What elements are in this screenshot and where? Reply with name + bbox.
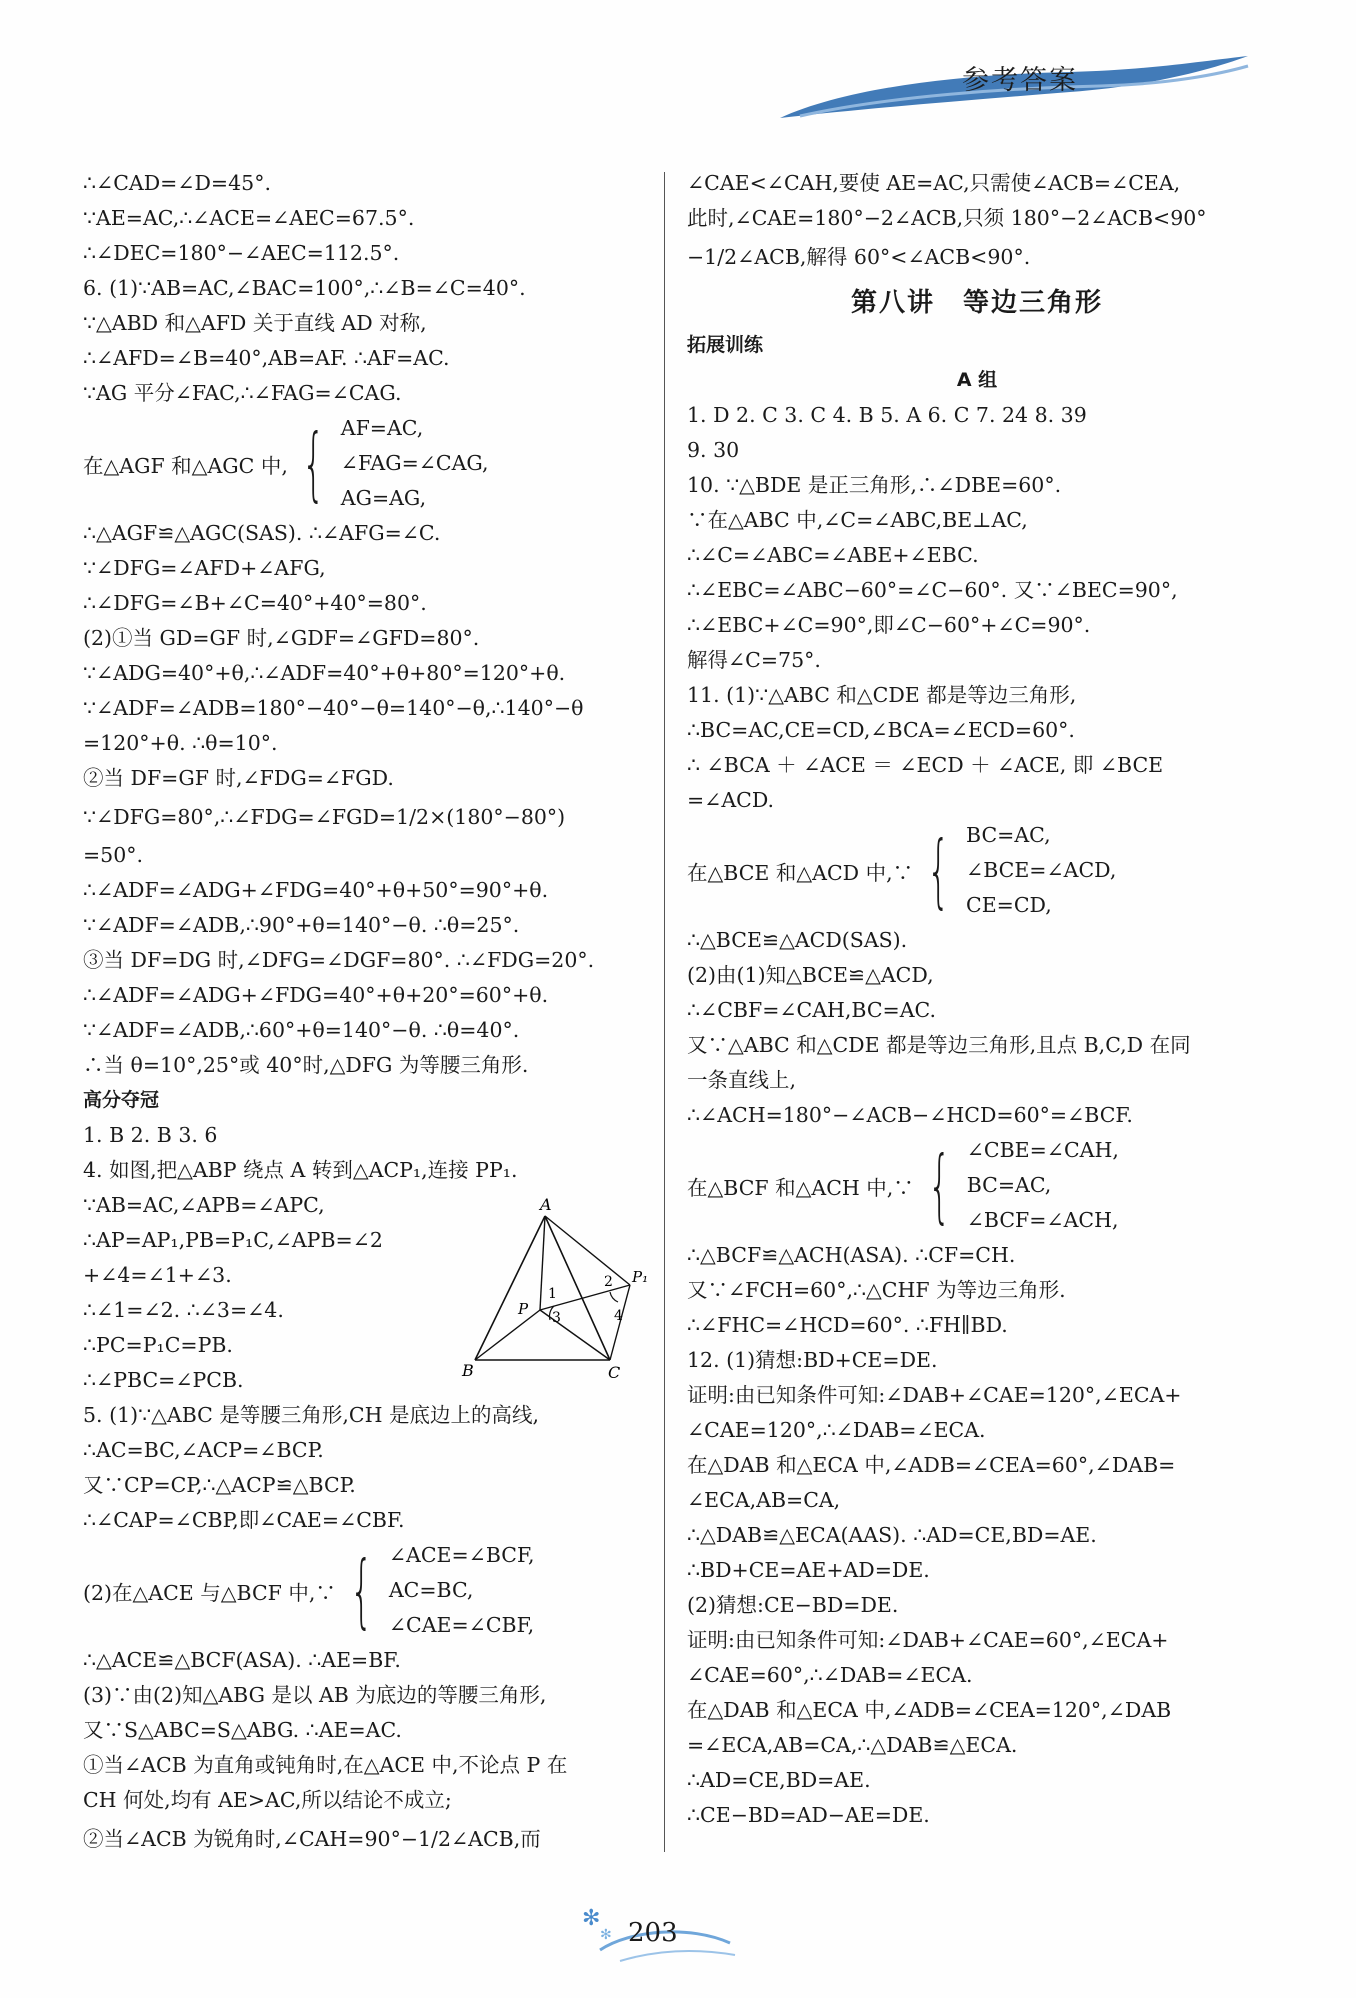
angle-label-2: 2 [604, 1274, 613, 1290]
text-line: ∴AC=BC,∠ACP=∠BCP. [83, 1438, 324, 1462]
text-line: ①当∠ACB 为直角或钝角时,在△ACE 中,不论点 P 在 [83, 1753, 568, 1777]
brace-item: ∠FAG=∠CAG, [340, 451, 489, 475]
label-A: A [540, 1195, 552, 1214]
brace-item: ∠ACE=∠BCF, [388, 1543, 535, 1567]
text-line: 9. 30 [687, 438, 740, 462]
svg-text:✻: ✻ [600, 1927, 612, 1943]
brace-symbol: { [927, 1138, 951, 1232]
text-line: 又∵△ABC 和△CDE 都是等边三角形,且点 B,C,D 在同 [687, 1033, 1191, 1057]
brace-item: ∠CBE=∠CAH, [966, 1138, 1119, 1162]
text-line: 又∵CP=CP,∴△ACP≌△BCP. [83, 1473, 356, 1497]
text-line: ∴∠CBF=∠CAH,BC=AC. [687, 998, 937, 1022]
section-heading: 高分夺冠 [83, 1089, 160, 1111]
text-line: ∴AP=AP₁,PB=P₁C,∠APB=∠2 [83, 1228, 383, 1252]
text-line: +∠4=∠1+∠3. [83, 1263, 232, 1287]
text-line: ∴PC=P₁C=PB. [83, 1333, 233, 1357]
text-line: ∵AE=AC,∴∠ACE=∠AEC=67.5°. [83, 206, 415, 230]
text-line: ∵∠DFG=80°,∴∠FDG=∠FGD=1/2×(180°−80°) [83, 805, 566, 829]
text-line: ∴CE−BD=AD−AE=DE. [687, 1803, 930, 1827]
text-line: ∵∠ADF=∠ADB=180°−40°−θ=140°−θ,∴140°−θ [83, 696, 584, 720]
brace-item: ∠BCE=∠ACD, [966, 858, 1117, 882]
text-line: ∵∠ADG=40°+θ,∴∠ADF=40°+θ+80°=120°+θ. [83, 661, 566, 685]
svg-text:✻: ✻ [582, 1906, 601, 1931]
text-line: ②当∠ACB 为锐角时,∠CAH=90°−1/2∠ACB,而 [83, 1827, 541, 1851]
text-line: =∠ECA,AB=CA,∴△DAB≌△ECA. [687, 1733, 1018, 1757]
text-line: 又∵S△ABC=S△ABG. ∴AE=AC. [83, 1718, 402, 1742]
text-line: ∴∠CAP=∠CBP,即∠CAE=∠CBF. [83, 1508, 405, 1532]
text-line: ∴∠DFG=∠B+∠C=40°+40°=80°. [83, 591, 427, 615]
brace-item: ∠CAE=∠CBF, [388, 1613, 535, 1637]
brace-item: AC=BC, [388, 1578, 474, 1602]
text-line: (2)由(1)知△BCE≌△ACD, [687, 963, 934, 987]
text-line: ∴BD+CE=AE+AD=DE. [687, 1558, 930, 1582]
text-line: ∴∠ADF=∠ADG+∠FDG=40°+θ+50°=90°+θ. [83, 878, 549, 902]
brace-item: AF=AC, [340, 416, 424, 440]
text-line: (2)猜想:CE−BD=DE. [687, 1593, 899, 1617]
angle-label-3: 3 [552, 1310, 561, 1326]
text-line: 证明:由已知条件可知:∠DAB+∠CAE=120°,∠ECA+ [687, 1383, 1182, 1407]
text-line: 6. (1)∵AB=AC,∠BAC=100°,∴∠B=∠C=40°. [83, 276, 526, 300]
text-line: ∴∠ADF=∠ADG+∠FDG=40°+θ+20°=60°+θ. [83, 983, 549, 1007]
brace-lead: 在△BCE 和△ACD 中,∵ [687, 860, 914, 885]
text-line: 一条直线上, [687, 1068, 797, 1092]
brace-item: AG=AG, [340, 486, 427, 510]
text-line: ∴△BCE≌△ACD(SAS). [687, 928, 908, 952]
brace-lead: (2)在△ACE 与△BCF 中,∵ [83, 1580, 336, 1605]
brace-item: CE=CD, [966, 893, 1052, 917]
congruence-conditions [83, 1538, 663, 1643]
brace-symbol: { [349, 1543, 373, 1637]
text-line: ∵AG 平分∠FAC,∴∠FAG=∠CAG. [83, 381, 402, 405]
text-line: ∴∠PBC=∠PCB. [83, 1368, 244, 1392]
text-line: ∴∠ACH=180°−∠ACB−∠HCD=60°=∠BCF. [687, 1103, 1133, 1127]
brace-symbol: { [927, 823, 951, 917]
text-line: ∴∠EBC+∠C=90°,即∠C−60°+∠C=90°. [687, 613, 1091, 637]
text-line: ③当 DF=DG 时,∠DFG=∠DGF=80°. ∴∠FDG=20°. [83, 948, 595, 972]
label-P1: P₁ [632, 1268, 649, 1286]
angle-label-1: 1 [548, 1286, 557, 1302]
text-line: ∵∠ADF=∠ADB,∴60°+θ=140°−θ. ∴θ=40°. [83, 1018, 520, 1042]
text-line: ∴∠CAD=∠D=45°. [83, 171, 271, 195]
brace-item: BC=AC, [966, 823, 1051, 847]
text-line: ∠CAE<∠CAH,要使 AE=AC,只需使∠ACB=∠CEA, [687, 171, 1181, 195]
text-line: ∵∠ADF=∠ADB,∴90°+θ=140°−θ. ∴θ=25°. [83, 913, 520, 937]
text-line: 4. 如图,把△ABP 绕点 A 转到△ACP₁,连接 PP₁. [83, 1158, 518, 1182]
text-line: (2)①当 GD=GF 时,∠GDF=∠GFD=80°. [83, 626, 480, 650]
text-line: 1. B 2. B 3. 6 [83, 1123, 218, 1147]
text-line: 1. D 2. C 3. C 4. B 5. A 6. C 7. 24 8. 39 [687, 403, 1087, 427]
brace-lead: 在△BCF 和△ACH 中,∵ [687, 1175, 914, 1200]
text-line: ∴∠DEC=180°−∠AEC=112.5°. [83, 241, 400, 265]
congruence-conditions [687, 818, 1267, 923]
brace-symbol: { [301, 416, 325, 510]
text-line: 在△DAB 和△ECA 中,∠ADB=∠CEA=60°,∠DAB= [687, 1453, 1176, 1477]
text-line: CH 何处,均有 AE>AC,所以结论不成立; [83, 1788, 452, 1812]
label-C: C [608, 1363, 621, 1382]
text-line: =∠ACD. [687, 788, 775, 812]
congruence-conditions [83, 411, 663, 516]
text-line: ∠ECA,AB=CA, [687, 1488, 841, 1512]
label-P: P [518, 1300, 529, 1318]
text-line: ②当 DF=GF 时,∠FDG=∠FGD. [83, 766, 394, 790]
right-column [687, 166, 1267, 1833]
text-line: 又∵∠FCH=60°,∴△CHF 为等边三角形. [687, 1278, 1066, 1302]
text-line: (3)∵由(2)知△ABG 是以 AB 为底边的等腰三角形, [83, 1683, 547, 1707]
left-column [83, 166, 663, 1860]
text-line: ∴∠EBC=∠ABC−60°=∠C−60°. 又∵∠BEC=90°, [687, 578, 1178, 602]
text-line: 在△DAB 和△ECA 中,∠ADB=∠CEA=120°,∠DAB [687, 1698, 1172, 1722]
brace-item: BC=AC, [966, 1173, 1052, 1197]
text-line: 解得∠C=75°. [687, 648, 821, 672]
text-line: 5. (1)∵△ABC 是等腰三角形,CH 是底边上的高线, [83, 1403, 539, 1427]
text-line: ∴当 θ=10°,25°或 40°时,△DFG 为等腰三角形. [83, 1053, 529, 1077]
text-line: ∠CAE=60°,∴∠DAB=∠ECA. [687, 1663, 973, 1687]
label-B: B [462, 1361, 474, 1380]
text-line: =50°. [83, 843, 144, 867]
text-line: ∴∠C=∠ABC=∠ABE+∠EBC. [687, 543, 979, 567]
page-number: 203 [628, 1918, 678, 1948]
brace-item: ∠BCF=∠ACH, [966, 1208, 1119, 1232]
text-line: ∴BC=AC,CE=CD,∠BCA=∠ECD=60°. [687, 718, 1075, 742]
text-line: ∴△ACE≌△BCF(ASA). ∴AE=BF. [83, 1648, 401, 1672]
text-line: 10. ∵△BDE 是正三角形,∴∠DBE=60°. [687, 473, 1062, 497]
text-line: 12. (1)猜想:BD+CE=DE. [687, 1348, 938, 1372]
group-heading: A 组 [956, 369, 998, 391]
brace-lead: 在△AGF 和△AGC 中, [83, 453, 288, 478]
text-line: ∴ ∠BCA ＋ ∠ACE ＝ ∠ECD ＋ ∠ACE, 即 ∠BCE [687, 753, 1164, 777]
chapter-title: 第八讲 等边三角形 [850, 288, 1103, 318]
text-line: 证明:由已知条件可知:∠DAB+∠CAE=60°,∠ECA+ [687, 1628, 1169, 1652]
angle-label-4: 4 [614, 1308, 623, 1324]
text-line: ∴△BCF≌△ACH(ASA). ∴CF=CH. [687, 1243, 1016, 1267]
text-line: =120°+θ. ∴θ=10°. [83, 731, 278, 755]
text-line: ∴AD=CE,BD=AE. [687, 1768, 871, 1792]
text-line: ∠CAE=120°,∴∠DAB=∠ECA. [687, 1418, 986, 1442]
header-title: 参考答案 [962, 65, 1078, 96]
text-line: ∵△ABD 和△AFD 关于直线 AD 对称, [83, 311, 427, 335]
text-line: 11. (1)∵△ABC 和△CDE 都是等边三角形, [687, 683, 1077, 707]
text-line: ∵∠DFG=∠AFD+∠AFG, [83, 556, 326, 580]
triangle-diagram [462, 1195, 650, 1382]
text-line: ∴∠AFD=∠B=40°,AB=AF. ∴AF=AC. [83, 346, 450, 370]
text-line: 此时,∠CAE=180°−2∠ACB,只须 180°−2∠ACB<90° [687, 206, 1207, 230]
text-line: ∵AB=AC,∠APB=∠APC, [83, 1193, 325, 1217]
text-line: ∴∠FHC=∠HCD=60°. ∴FH∥BD. [687, 1313, 1008, 1337]
text-line: ∵在△ABC 中,∠C=∠ABC,BE⊥AC, [687, 508, 1028, 532]
text-line: ∴△AGF≌△AGC(SAS). ∴∠AFG=∠C. [83, 521, 441, 545]
text-line: ∴∠1=∠2. ∴∠3=∠4. [83, 1298, 284, 1322]
column-divider [664, 172, 665, 1852]
text-line: −1/2∠ACB,解得 60°<∠ACB<90°. [687, 245, 1031, 269]
section-heading: 拓展训练 [687, 334, 764, 356]
text-line: ∴△DAB≌△ECA(AAS). ∴AD=CE,BD=AE. [687, 1523, 1097, 1547]
congruence-conditions [687, 1133, 1267, 1238]
